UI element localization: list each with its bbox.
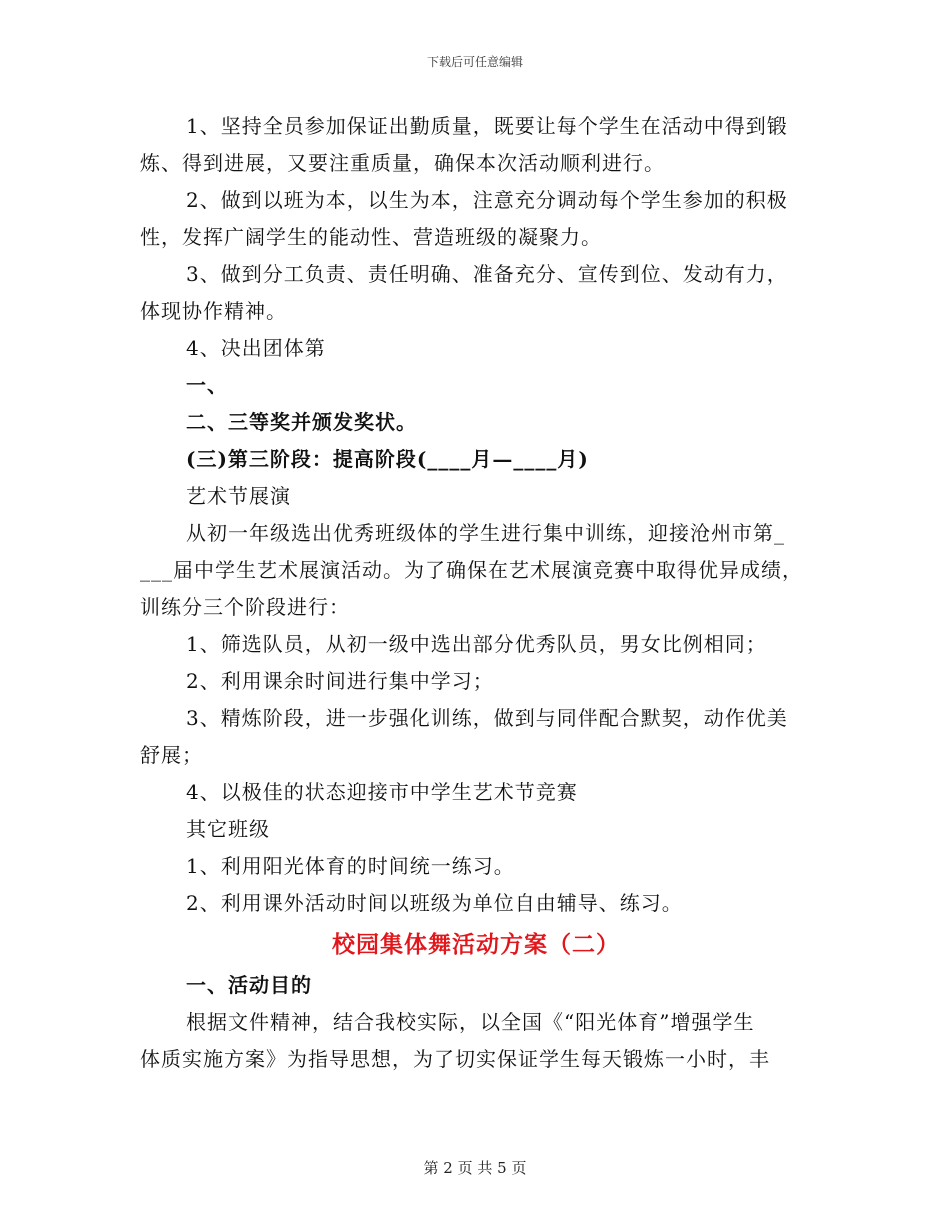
paragraph-17-line-1: 根据文件精神，结合我校实际，以全国《“阳光体育”增强学生 <box>186 1010 755 1034</box>
list-item-other-1: 1、利用阳光体育的时间统一练习。 <box>186 854 515 878</box>
section-heading-purpose: 一、活动目的 <box>186 973 312 997</box>
paragraph-3-line-1: 3、做到分工负责、责任明确、准备充分、宣传到位、发动有力， <box>186 262 788 286</box>
paragraph-1-line-2: 炼、得到进展，又要注重质量，确保本次活动顺利进行。 <box>140 151 665 175</box>
paragraph-6: 二、三等奖并颁发奖状。 <box>186 410 417 434</box>
page-footer: 第 2 页 共 5 页 <box>423 1159 527 1177</box>
paragraph-1-line-1: 1、坚持全员参加保证出勤质量，既要让每个学生在活动中得到锻 <box>186 114 788 138</box>
subheading-art-festival: 艺术节展演 <box>186 484 291 508</box>
document-body <box>140 108 812 1078</box>
paragraph-2-line-2: 性，发挥广阔学生的能动性、营造班级的凝聚力。 <box>140 225 602 249</box>
list-item-1: 1、筛选队员，从初一级中选出部分优秀队员，男女比例相同； <box>186 632 767 656</box>
paragraph-9-line-1: 从初一年级选出优秀班级体的学生进行集中训练，迎接沧州市第_ <box>186 521 785 545</box>
paragraph-2-line-1: 2、做到以班为本，以生为本，注意充分调动每个学生参加的积极 <box>186 188 788 212</box>
list-item-2: 2、利用课余时间进行集中学习； <box>186 669 494 693</box>
subheading-other-classes: 其它班级 <box>186 817 270 841</box>
section-heading-stage-3: (三)第三阶段：提高阶段(____月—____月) <box>186 447 589 471</box>
paragraph-9-line-2: ___届中学生艺术展演活动。为了确保在艺术展演竞赛中取得优异成绩， <box>140 558 803 582</box>
list-item-3-line-1: 3、精炼阶段，进一步强化训练，做到与同伴配合默契，动作优美 <box>186 706 788 730</box>
list-item-other-2: 2、利用课外活动时间以班级为单位自由辅导、练习。 <box>186 891 683 915</box>
list-item-4: 4、以极佳的状态迎接市中学生艺术节竞赛 <box>186 780 578 804</box>
paragraph-4: 4、决出团体第 <box>186 336 326 360</box>
page-header: 下载后可任意编辑 <box>426 55 523 69</box>
paragraph-3-line-2: 体现协作精神。 <box>140 299 287 323</box>
document-title-2: 校园集体舞活动方案（二） <box>332 931 620 958</box>
list-item-3-line-2: 舒展； <box>140 743 203 767</box>
paragraph-5: 一、 <box>186 373 228 397</box>
paragraph-9-line-3: 训练分三个阶段进行： <box>140 595 350 619</box>
paragraph-17-line-2: 体质实施方案》为指导思想，为了切实保证学生每天锻炼一小时，丰 <box>140 1047 770 1071</box>
